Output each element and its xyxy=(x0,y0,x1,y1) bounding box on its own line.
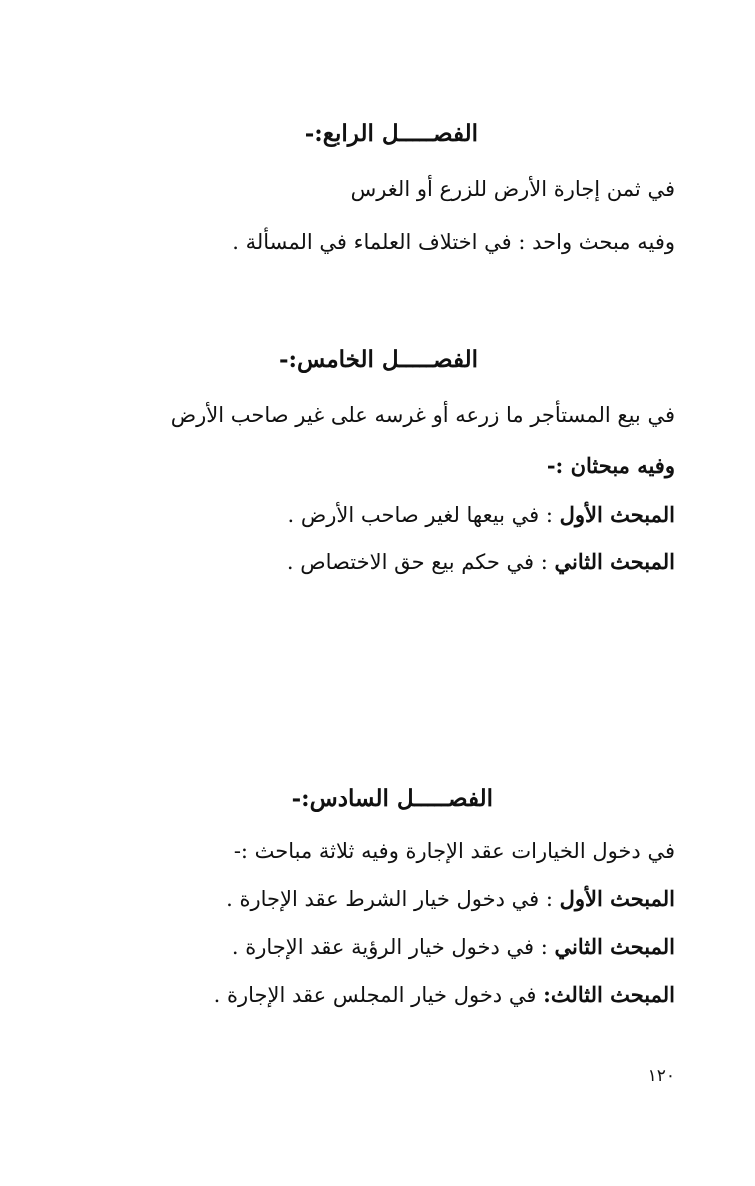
chapter4-heading: الفصـــــل الرابع:- xyxy=(304,120,478,147)
chapter5-section2 xyxy=(287,547,675,577)
chapter5-section1-label: المبحث الأول xyxy=(559,502,675,527)
chapter6-section2-text: : في دخول خيار الرؤية عقد الإجارة . xyxy=(231,935,555,959)
chapter5-line2: وفيه مبحثان :- xyxy=(546,453,675,478)
page-number: ١٢٠ xyxy=(647,1066,675,1086)
chapter6-section2-label: المبحث الثاني xyxy=(554,934,675,959)
chapter5-section1 xyxy=(288,500,675,530)
chapter5-line1: في بيع المستأجر ما زرعه أو غرسه على غير صاحب الأرض xyxy=(170,403,675,427)
chapter6-line1: في دخول الخيارات عقد الإجارة وفيه ثلاثة مباحث :- xyxy=(233,839,675,863)
chapter6-section1 xyxy=(226,884,675,914)
chapter6-section3-text: في دخول خيار المجلس عقد الإجارة . xyxy=(213,983,544,1007)
chapter5-section2-text: : في حكم بيع حق الاختصاص . xyxy=(286,550,555,574)
chapter6-section2 xyxy=(232,932,675,962)
chapter6-section3 xyxy=(214,980,675,1010)
chapter5-heading: الفصـــــل الخامس:- xyxy=(278,346,478,373)
chapter6-heading: الفصـــــل السادس:- xyxy=(291,785,493,812)
chapter6-section3-label: المبحث الثالث: xyxy=(543,982,675,1007)
chapter5-section1-text: : في بيعها لغير صاحب الأرض . xyxy=(287,503,560,527)
chapter6-section1-label: المبحث الأول xyxy=(559,886,675,911)
chapter5-section2-label: المبحث الثاني xyxy=(554,549,675,574)
chapter6-section1-text: : في دخول خيار الشرط عقد الإجارة . xyxy=(226,887,560,911)
chapter4-line2: وفيه مبحث واحد : في اختلاف العلماء في المسألة . xyxy=(232,230,675,254)
chapter4-line1: في ثمن إجارة الأرض للزرع أو الغرس xyxy=(350,177,675,201)
